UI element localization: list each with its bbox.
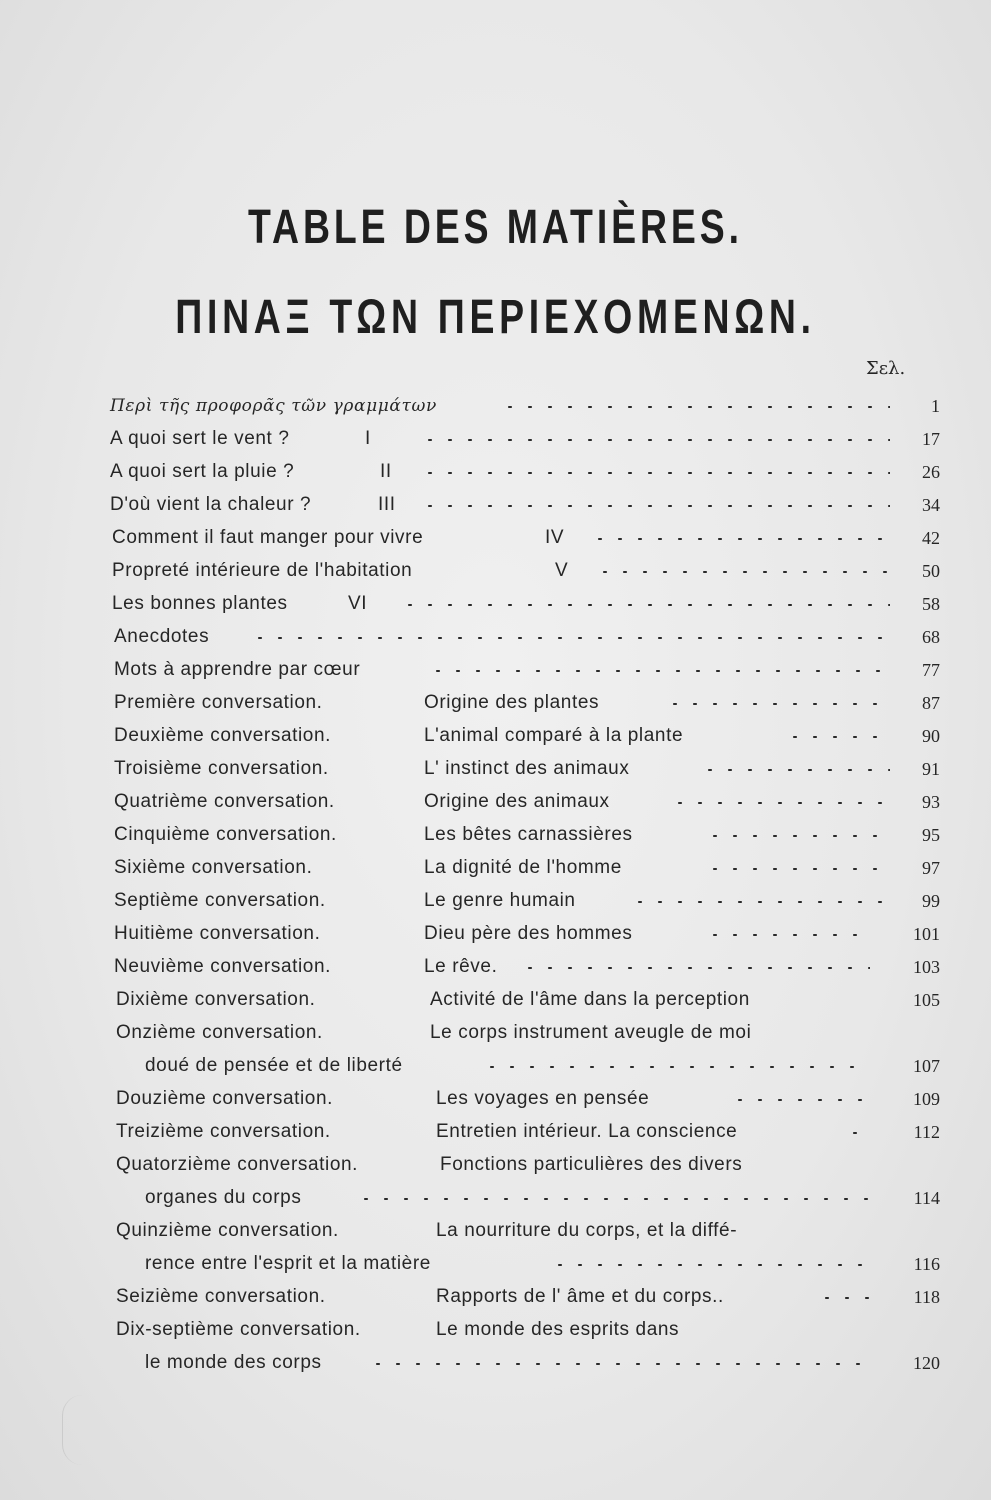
toc-entry-title: Dixième conversation. [116, 989, 316, 1010]
dot-leader [400, 604, 890, 606]
toc-entry-page: 114 [913, 1188, 940, 1208]
toc-entry-page: 17 [922, 429, 940, 449]
dot-leader [420, 472, 890, 474]
toc-entry-subtitle: Rapports de l' âme et du corps.. [436, 1286, 724, 1307]
toc-entry-title: Neuvième conversation. [114, 956, 332, 977]
toc-entry-page: 1 [931, 396, 940, 416]
toc-entry-subtitle: La dignité de l'homme [424, 857, 622, 878]
toc-entry-page: 68 [922, 627, 940, 647]
toc-entry-subtitle: I [365, 428, 371, 449]
toc-entry-title: Première conversation. [114, 692, 323, 713]
toc-entry-title: Troisième conversation. [114, 758, 329, 779]
toc-entry-title: Seizième conversation. [116, 1286, 326, 1307]
dot-leader [520, 967, 870, 969]
toc-entry [0, 1083, 940, 1115]
toc-entry-subtitle: Dieu père des hommes [424, 923, 633, 944]
toc-entry-subtitle: VI [348, 593, 368, 614]
dot-leader [705, 934, 870, 936]
toc-entry [0, 687, 940, 719]
toc-entry-page: 58 [922, 594, 940, 614]
dot-leader [705, 835, 890, 837]
toc-entry [0, 1017, 940, 1049]
toc-entry-page: 91 [922, 759, 940, 779]
toc-entry-page: 26 [922, 462, 940, 482]
toc-entry-page: 90 [922, 726, 940, 746]
toc-entry [0, 1050, 940, 1082]
toc-entry-title: Les bonnes plantes [112, 593, 288, 614]
page-smudge [62, 1395, 103, 1465]
toc-entry-title: Quatorzième conversation. [116, 1154, 359, 1175]
page-column-header: Σελ. [866, 358, 906, 379]
dot-leader [595, 571, 890, 573]
toc-entry-subtitle: V [555, 560, 569, 581]
toc-entry [0, 753, 940, 785]
toc-entry-subtitle: IV [545, 527, 565, 548]
toc-entry-subtitle: L'animal comparé à la plante [424, 725, 684, 746]
toc-entry [0, 555, 940, 587]
toc-entry-title: Mots à apprendre par cœur [114, 659, 361, 680]
toc-entry-title: Propreté intérieure de l'habitation [112, 560, 413, 581]
dot-leader [368, 1363, 870, 1365]
toc-entry-subtitle: Le corps instrument aveugle de moi [430, 1022, 752, 1043]
toc-entry-page: 95 [922, 825, 940, 845]
toc-entry-page: 101 [913, 924, 940, 944]
title-french: TABLE DES MATIÈRES. [248, 201, 743, 254]
toc-entry-subtitle: Le monde des esprits dans [436, 1319, 680, 1340]
toc-entry [0, 654, 940, 686]
toc-entry-subtitle: Origine des animaux [424, 791, 610, 812]
toc-entry-subtitle: La nourriture du corps, et la diffé- [436, 1220, 738, 1241]
dot-leader [730, 1099, 870, 1101]
toc-entry-page: 99 [922, 891, 940, 911]
toc-entry [0, 1149, 940, 1181]
dot-leader [785, 736, 890, 738]
toc-entry-title: Sixième conversation. [114, 857, 313, 878]
toc-entry-title: le monde des corps [145, 1352, 322, 1373]
toc-entry-page: 77 [922, 660, 940, 680]
dot-leader [705, 868, 890, 870]
toc-entry-page: 116 [913, 1254, 940, 1274]
toc-entry-page: 97 [922, 858, 940, 878]
toc-entry-title: Cinquième conversation. [114, 824, 337, 845]
title-greek: ΠΙΝΑΞ ΤΩΝ ΠΕΡΙΕΧΟΜΕΝΩΝ. [175, 291, 816, 344]
toc-entry-subtitle: III [378, 494, 396, 515]
toc-entry-subtitle: Le genre humain [424, 890, 576, 911]
dot-leader [500, 406, 890, 408]
toc-entry-page: 120 [913, 1353, 940, 1373]
toc-entry-title: A quoi sert le vent ? [110, 428, 290, 449]
toc-entry [0, 720, 940, 752]
dot-leader [250, 637, 890, 639]
toc-entry-subtitle: Entretien intérieur. La conscience [436, 1121, 738, 1142]
toc-entry-page: 93 [922, 792, 940, 812]
toc-entry-title: Περὶ τῆς προφορᾶς τῶν γραμμάτων [110, 396, 437, 416]
toc-entry-subtitle: Les bêtes carnassières [424, 824, 633, 845]
toc-entry [0, 1116, 940, 1148]
toc-entry-title: Treizième conversation. [116, 1121, 331, 1142]
dot-leader [420, 505, 890, 507]
toc-entry-page: 118 [913, 1287, 940, 1307]
toc-entry [0, 984, 940, 1016]
toc-entry-title: rence entre l'esprit et la matière [145, 1253, 431, 1274]
dot-leader [420, 439, 890, 441]
toc-entry-title: Comment il faut manger pour vivre [112, 527, 424, 548]
dot-leader [428, 670, 890, 672]
toc-entry [0, 951, 940, 983]
dot-leader [630, 901, 890, 903]
toc-entry-title: Huitième conversation. [114, 923, 321, 944]
toc-entry [0, 1314, 940, 1346]
toc-entry [0, 489, 940, 521]
toc-entry-title: Anecdotes [114, 626, 210, 647]
toc-entry-page: 34 [922, 495, 940, 515]
toc-entry-subtitle: L' instinct des animaux [424, 758, 630, 779]
toc-entry [0, 918, 940, 950]
toc-entry-title: A quoi sert la pluie ? [110, 461, 295, 482]
toc-entry-title: Quatrième conversation. [114, 791, 335, 812]
dot-leader [665, 703, 890, 705]
toc-entry-subtitle: Origine des plantes [424, 692, 600, 713]
toc-entry [0, 621, 940, 653]
toc-entry [0, 456, 940, 488]
toc-entry-page: 50 [922, 561, 940, 581]
toc-entry-title: Deuxième conversation. [114, 725, 332, 746]
toc-entry-title: Septième conversation. [114, 890, 326, 911]
toc-entry [0, 852, 940, 884]
toc-entry-title: doué de pensée et de liberté [145, 1055, 403, 1076]
toc-entry [0, 588, 940, 620]
dot-leader [817, 1297, 870, 1299]
toc-entry-page: 109 [913, 1089, 940, 1109]
toc-entry-title: Dix-septième conversation. [116, 1319, 361, 1340]
toc-entry [0, 522, 940, 554]
toc-entry-page: 107 [913, 1056, 940, 1076]
dot-leader [550, 1264, 870, 1266]
toc-entry [0, 390, 940, 422]
toc-entry-title: D'où vient la chaleur ? [110, 494, 312, 515]
toc-entry [0, 1248, 940, 1280]
toc-entry [0, 885, 940, 917]
toc-entry-page: 103 [913, 957, 940, 977]
toc-entry-subtitle: Les voyages en pensée [436, 1088, 650, 1109]
toc-entry-subtitle: Activité de l'âme dans la perception [430, 989, 750, 1010]
toc-entry-title: Onzième conversation. [116, 1022, 323, 1043]
toc-entry [0, 1182, 940, 1214]
toc-entry-subtitle: II [380, 461, 392, 482]
toc-entry-page: 112 [913, 1122, 940, 1142]
dot-leader [356, 1198, 870, 1200]
dot-leader [590, 538, 890, 540]
dot-leader [482, 1066, 870, 1068]
dot-leader [670, 802, 890, 804]
toc-entry-subtitle: Le rêve. [424, 956, 498, 977]
toc-entry [0, 1347, 940, 1379]
toc-entry [0, 423, 940, 455]
toc-entry-title: Douzième conversation. [116, 1088, 334, 1109]
toc-entry-subtitle: Fonctions particulières des divers [440, 1154, 743, 1175]
toc-entry-page: 42 [922, 528, 940, 548]
toc-entry-page: 87 [922, 693, 940, 713]
toc-entry-title: organes du corps [145, 1187, 302, 1208]
toc-entry [0, 1215, 940, 1247]
dot-leader [700, 769, 890, 771]
toc-entry [0, 819, 940, 851]
toc-entry [0, 786, 940, 818]
toc-entry [0, 1281, 940, 1313]
dot-leader [845, 1132, 870, 1134]
toc-entry-title: Quinzième conversation. [116, 1220, 339, 1241]
toc-entry-page: 105 [913, 990, 940, 1010]
